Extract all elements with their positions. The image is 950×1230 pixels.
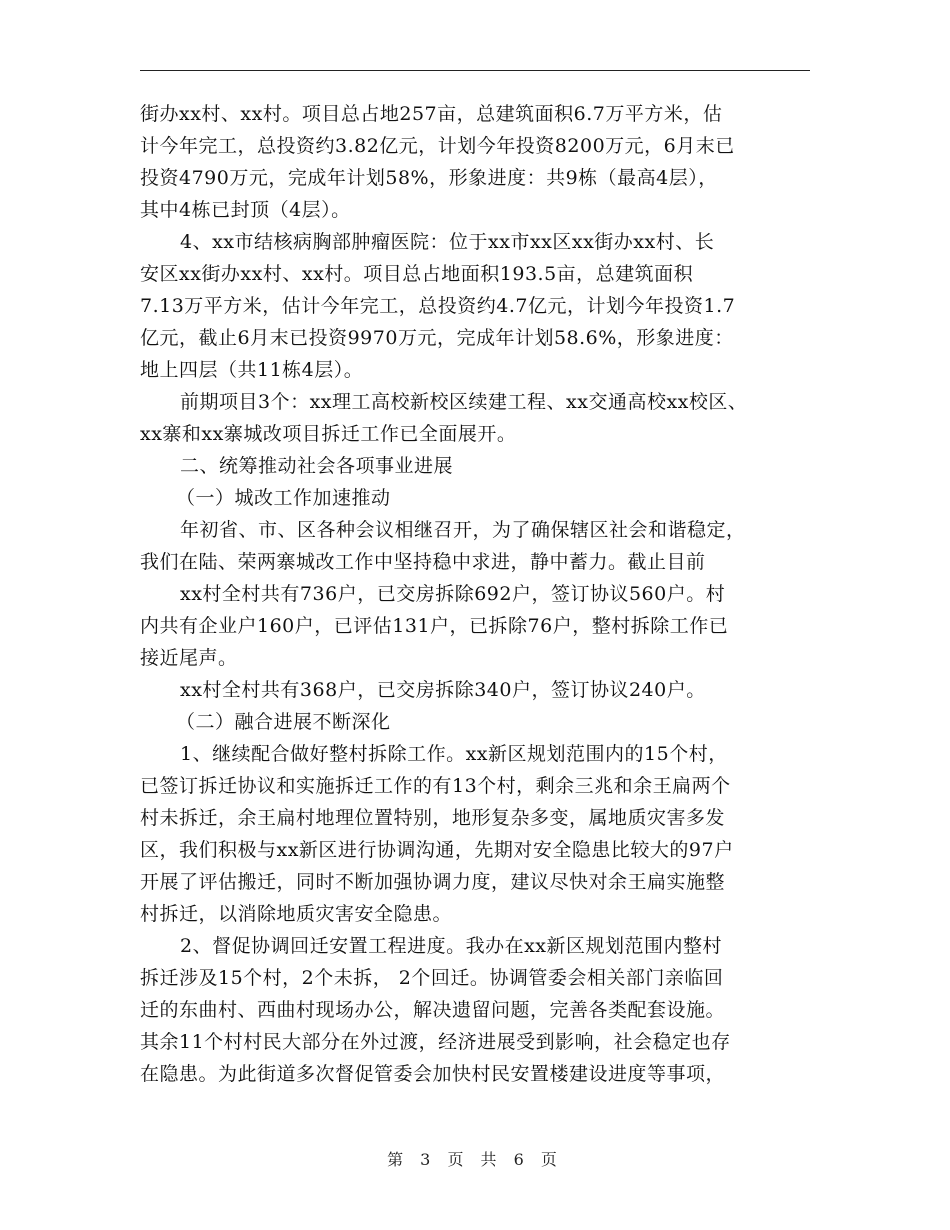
text-line: 街办xx村、xx村。项目总占地257亩，总建筑面积6.7万平方米，估 bbox=[140, 103, 723, 125]
text-line: 村拆迁，以消除地质灾害安全隐患。 bbox=[140, 903, 453, 925]
text-line: xx村全村共有736户，已交房拆除692户，签订协议560户。村 bbox=[180, 583, 726, 605]
text-line: 投资4790万元，完成年计划58%，形象进度：共9栋（最高4层）， bbox=[140, 167, 718, 189]
text-line: 地上四层（共11栋4层）。 bbox=[140, 359, 364, 381]
section-heading: 二、统筹推动社会各项事业进展 bbox=[180, 455, 454, 477]
page-number-footer: 第 3 页 共 6 页 bbox=[387, 1150, 563, 1169]
text-line: 其余11个村村民大部分在外过渡，经济进展受到影响，社会稳定也存 bbox=[140, 1031, 731, 1053]
text-line: xx寨和xx寨城改项目拆迁工作已全面展开。 bbox=[140, 423, 517, 445]
subsection-heading: （二）融合进展不断深化 bbox=[176, 711, 391, 733]
text-line: 7.13万平方米，估计今年完工，总投资约4.7亿元，计划今年投资1.7 bbox=[140, 295, 736, 317]
text-line: 其中4栋已封顶（4层）。 bbox=[140, 199, 351, 221]
text-line: 区，我们积极与xx新区进行协调沟通，先期对安全隐患比较大的97户 bbox=[140, 839, 734, 861]
text-line: 前期项目3个：xx理工高校新校区续建工程、xx交通高校xx校区、 bbox=[180, 391, 748, 413]
text-line: 内共有企业户160户，已评估131户，已拆除76户，整村拆除工作已 bbox=[140, 615, 729, 637]
text-line: 在隐患。为此街道多次督促管委会加快村民安置楼建设进度等事项， bbox=[140, 1063, 726, 1085]
text-line: 安区xx街办xx村、xx村。项目总占地面积193.5亩，总建筑面积 bbox=[140, 263, 694, 285]
text-line: 1、继续配合做好整村拆除工作。xx新区规划范围内的15个村， bbox=[180, 743, 728, 765]
text-line: 2、督促协调回迁安置工程进度。我办在xx新区规划范围内整村 bbox=[180, 935, 723, 957]
text-line: 开展了评估搬迁，同时不断加强协调力度，建议尽快对余王扁实施整 bbox=[140, 871, 726, 893]
text-line: 4、xx市结核病胸部肿瘤医院：位于xx市xx区xx街办xx村、长 bbox=[180, 231, 715, 253]
subsection-heading: （一）城改工作加速推动 bbox=[176, 487, 391, 509]
text-line: 已签订拆迁协议和实施拆迁工作的有13个村，剩余三兆和余王扁两个 bbox=[140, 775, 731, 797]
document-body bbox=[140, 98, 830, 1090]
text-line: 拆迁涉及15个村，2个未拆， 2个回迁。协调管委会相关部门亲临回 bbox=[140, 967, 724, 989]
text-line: 我们在陆、荣两寨城改工作中坚持稳中求进，静中蓄力。截止目前 bbox=[140, 551, 706, 573]
text-line: 亿元，截止6月末已投资9970万元，完成年计划58.6%，形象进度： bbox=[140, 327, 734, 349]
text-line: 接近尾声。 bbox=[140, 647, 238, 669]
text-line: xx村全村共有368户，已交房拆除340户，签订协议240户。 bbox=[180, 679, 706, 701]
header-rule bbox=[140, 70, 810, 71]
text-line: 村未拆迁，余王扁村地理位置特别，地形复杂多变，属地质灾害多发 bbox=[140, 807, 726, 829]
text-line: 迁的东曲村、西曲村现场办公，解决遗留问题，完善各类配套设施。 bbox=[140, 999, 726, 1021]
text-line: 年初省、市、区各种会议相继召开，为了确保辖区社会和谐稳定， bbox=[180, 519, 746, 541]
text-line: 计今年完工，总投资约3.82亿元，计划今年投资8200万元，6月末已 bbox=[140, 135, 735, 157]
